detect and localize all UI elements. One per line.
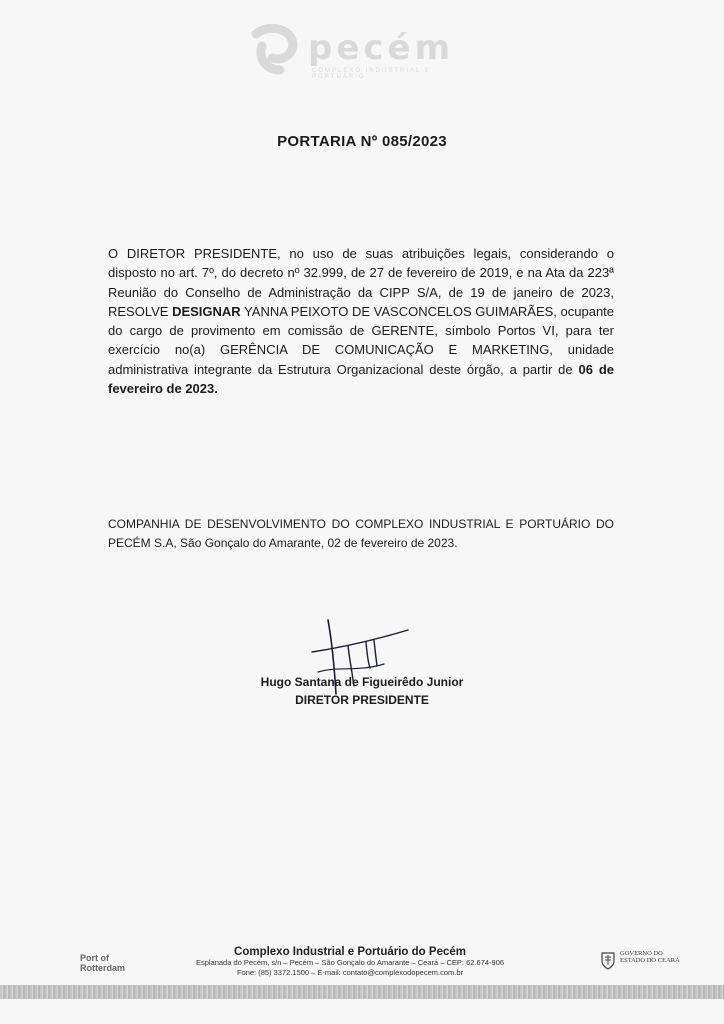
state-coat-of-arms-icon (600, 950, 616, 970)
document-body (108, 244, 614, 398)
body-bold-date: 06 de fevereiro de 2023 (108, 361, 614, 397)
footer-org-name: Complexo Industrial e Portuário do Pecém (234, 946, 466, 958)
place-and-date: COMPANHIA DE DESENVOLVIMENTO DO COMPLEXO INDUSTRIAL E PORTUÁRIO DO PECÉM S.A, São Gonçalo do Amarante, 02 de fevereiro de 2023. (108, 517, 614, 551)
partner-line1: Port of (80, 953, 109, 963)
logo-tagline: COMPLEXO INDUSTRIAL E PORTUÁRIO (312, 68, 431, 80)
gov-line1: GOVERNO DO (620, 950, 663, 957)
gov-line2: ESTADO DO CEARÁ (620, 957, 680, 964)
footer-contact: Fone: (85) 3372.1500 – E-mail: contato@complexodopecem.com.br (236, 968, 464, 977)
partner-line2: Rotterdam (80, 963, 126, 973)
company-logo (248, 24, 488, 80)
signer-role: DIRETOR PRESIDENTE (295, 693, 429, 707)
document-title: PORTARIA Nº 085/2023 (277, 133, 447, 150)
signer-name: Hugo Santana de Figueirêdo Junior (260, 675, 464, 689)
footer-address: Esplanada do Pecém, s/n – Pecém – São Gonçalo do Amarante – Ceará – CEP: 62.674-906 (195, 958, 505, 967)
government-text (620, 950, 680, 964)
scan-band-divider (0, 985, 724, 999)
logo-wordmark: pecém (308, 28, 455, 68)
body-text-part1: O DIRETOR PRESIDENTE, no uso de suas atribuições legais, considerando o disposto no art. 7º, do decreto nº 32.999, de 27 de fevereiro de 2019, e na Ata da 223ª Reunião do Conselho de Administração da CIPP S/A, de 19 de janeiro de 2023, RESOLVE (108, 246, 614, 319)
pecem-logo-icon (248, 24, 302, 78)
body-text-part2: YANNA PEIXOTO DE VASCONCELOS GUIMARÃES, ocupante do cargo de provimento em comissão de GERENTE, símbolo Portos VI, para ter exercício no(a) GERÊNCIA DE COMUNICAÇÃO E MARKETING, unidade administrativa integrante da Estrutura Organizacional deste órgão, a partir de (108, 303, 615, 377)
footer-info (170, 946, 530, 978)
body-bold-designar: DESIGNAR (172, 303, 241, 319)
body-text-end: . (214, 381, 218, 397)
port-of-rotterdam-logo (80, 953, 125, 973)
